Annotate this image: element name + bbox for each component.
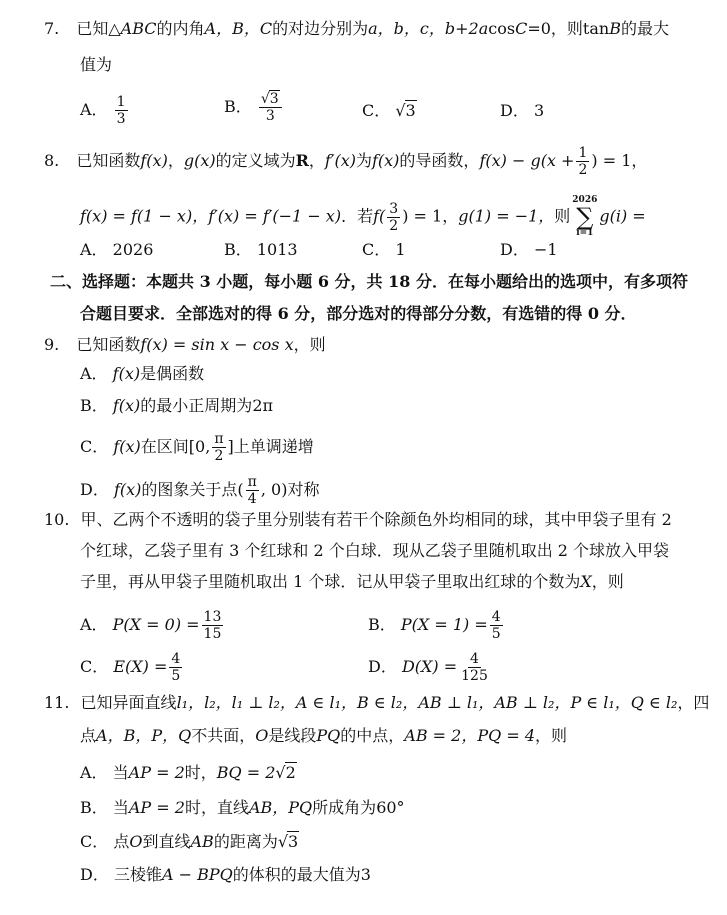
denominator: 2 [389, 217, 399, 234]
radicand: 3 [269, 91, 279, 107]
text: 在区间 [140, 437, 189, 456]
q11-option-c [80, 831, 299, 853]
option-value: 2026 [112, 240, 154, 259]
numerator: 1 [578, 145, 588, 161]
option-value: 1013 [256, 240, 298, 259]
q7-angles: A，B，C [204, 19, 273, 38]
math: A − BPQ [161, 865, 233, 884]
option-label: D． [80, 480, 109, 499]
summation [572, 196, 597, 238]
q7-c: C [515, 19, 528, 38]
option-label: A． [80, 364, 108, 383]
text: 当 [112, 763, 129, 782]
denominator: 2 [578, 162, 588, 178]
q7-sides: a，b，c，b+2a [368, 19, 489, 38]
math: D(X) = [401, 657, 458, 676]
option-label: B． [80, 798, 108, 817]
q7-text: 已知△ [76, 19, 121, 38]
math: f(x) [140, 151, 168, 170]
math: P(X = 0) = [112, 615, 200, 634]
option-label: A． [80, 100, 108, 119]
text: 当 [112, 798, 129, 817]
math: f(x) [113, 437, 141, 456]
denominator: 4 [247, 491, 257, 507]
q7-triangle: ABC [120, 19, 157, 38]
q7-cos: cos [488, 19, 516, 38]
q9-option-a [80, 363, 204, 385]
text: 所成角为 [312, 798, 377, 817]
sqrt-symbol: √ [277, 832, 289, 851]
q10-stem-line3 [80, 571, 624, 593]
radicand: 3 [405, 101, 416, 120]
text: 的中点， [340, 726, 405, 745]
fraction [169, 652, 182, 683]
math: X [580, 572, 592, 591]
math: AP = 2 [128, 763, 185, 782]
denominator: 3 [265, 108, 275, 124]
math: 3 [360, 865, 371, 884]
q8-number: 8. [44, 151, 60, 170]
option-label: D． [368, 657, 397, 676]
q7-option-b [224, 92, 284, 123]
text: 已知函数 [76, 151, 141, 170]
text: 是线段 [268, 726, 317, 745]
option-label: B． [368, 615, 396, 634]
math: ) = 1， [402, 206, 459, 226]
math: ( [237, 480, 244, 499]
option-label: C． [80, 437, 109, 456]
q8-option-a [80, 239, 153, 261]
denominator: 5 [491, 626, 501, 642]
fraction [459, 652, 490, 683]
option-value: 1 [395, 240, 406, 259]
sum-lower: i=1 [576, 228, 594, 238]
option-label: C． [362, 101, 391, 120]
text: 是偶函数 [140, 364, 205, 383]
denominator: 15 [203, 626, 222, 642]
text: 点 [113, 832, 130, 851]
text: ，四 [677, 693, 710, 712]
text: ， [308, 151, 325, 170]
denominator: 125 [461, 668, 488, 684]
option-value: 3 [533, 101, 545, 120]
text: ，则 [535, 726, 568, 745]
sum-upper: 2026 [572, 195, 598, 205]
option-label: A． [80, 240, 108, 259]
math: f(x) [112, 396, 141, 415]
math: g(1) = −1， [458, 206, 555, 226]
text: 甲、乙两个不透明的袋子里分别装有若干个除颜色外均相同的球，其中甲袋子里有 2 [80, 510, 672, 529]
q10-number: 10. [44, 510, 70, 529]
section-heading: 二、选择题：本题共 3 小题，每小题 6 分，共 18 分．在每小题给出的选项中，有多项符 [50, 272, 688, 291]
option-label: A． [80, 763, 108, 782]
text: ，则 [293, 335, 326, 354]
q7-text: 的对边分别为 [272, 19, 369, 38]
math: f(x) [113, 480, 142, 499]
text: 三棱锥 [113, 865, 162, 884]
math: f(x) = f(1 − x)， [80, 206, 209, 226]
math: 60° [376, 798, 405, 817]
text: ， [167, 151, 184, 170]
sqrt-symbol: √ [275, 763, 286, 782]
math: O [255, 726, 269, 745]
option-label: C． [80, 657, 109, 676]
fraction [576, 146, 589, 177]
option-label: D． [80, 865, 109, 884]
math: AB = 2，PQ = 4 [404, 726, 535, 745]
q10-stem-line1 [44, 509, 672, 531]
text: 的距离为 [213, 832, 278, 851]
q8-option-c [362, 239, 406, 261]
text: 点 [80, 726, 97, 745]
q7-option-c [362, 100, 417, 122]
math: f(x) [371, 151, 400, 170]
numerator: 13 [203, 609, 222, 625]
numerator: 4 [491, 609, 501, 625]
text: 已知函数 [76, 335, 141, 354]
text: 对称 [287, 480, 320, 499]
math: A，B，P，Q [96, 726, 192, 745]
numerator: 4 [171, 651, 181, 667]
q8-option-b [224, 239, 298, 261]
text: 的导函数， [399, 151, 480, 170]
math: AB [190, 832, 214, 851]
option-label: C． [80, 832, 109, 851]
math: , 0) [260, 480, 288, 499]
option-label: B． [224, 97, 252, 116]
text: 时，直线 [184, 798, 249, 817]
sum-symbol: ∑ [576, 203, 594, 231]
q10-option-c [80, 652, 184, 683]
q10-option-b [368, 610, 505, 641]
fraction [387, 202, 400, 233]
radicand: 3 [288, 832, 299, 851]
text: 已知异面直线 [80, 693, 177, 712]
numerator: 4 [470, 651, 479, 667]
math: PQ [316, 726, 341, 745]
q11-stem-line1 [44, 692, 709, 714]
option-label: B． [224, 240, 252, 259]
text: 的定义域为 [215, 151, 296, 170]
numerator: π [214, 431, 224, 447]
numerator: π [247, 474, 257, 490]
math: ) = 1， [591, 151, 648, 170]
denominator: 2 [214, 448, 224, 464]
numerator: 3 [389, 200, 399, 217]
math: E(X) = [113, 657, 168, 676]
q8-option-d [500, 239, 558, 261]
text: ．若 [341, 206, 374, 226]
option-label: A． [80, 615, 108, 634]
q7-tan: tan [582, 19, 610, 38]
text: 的体积的最大值为 [232, 865, 361, 884]
text: 到直线 [142, 832, 191, 851]
math: f(x) = sin x − cos x [140, 335, 294, 354]
option-label: D． [500, 101, 529, 120]
text: ，则 [591, 572, 624, 591]
text: 子里，再从甲袋子里随机取出 1 个球．记从甲袋子里取出红球的个数为 [80, 572, 581, 591]
math: l₁，l₂，l₁ ⊥ l₂，A ∈ l₁，B ∈ l₂，AB ⊥ l₁，AB ⊥ l₂，P ∈ l₁，Q ∈ l₂ [176, 693, 678, 712]
fraction [490, 610, 503, 641]
option-label: C． [362, 240, 391, 259]
numerator: √3 [259, 92, 282, 108]
text: 为 [355, 151, 372, 170]
math: g(i) = [599, 206, 646, 226]
math: f′(x) = f′(−1 − x) [208, 206, 342, 226]
numerator: 1 [116, 94, 126, 110]
math: P(X = 1) = [400, 615, 488, 634]
fraction [212, 432, 225, 463]
math: ] [227, 437, 234, 456]
q7-number: 7. [44, 19, 60, 38]
q7-a-fraction [115, 95, 128, 126]
q7-text: 的内角 [156, 19, 205, 38]
q7-option-d [500, 100, 544, 122]
q9-option-b [80, 395, 273, 417]
math: f(x) − g(x + [479, 151, 575, 170]
q11-number: 11. [44, 693, 70, 712]
q9-option-d [80, 475, 319, 506]
text: 则 [554, 206, 571, 226]
math: BQ = 2 [216, 763, 276, 782]
fraction [246, 475, 259, 506]
math: 2π [252, 396, 274, 415]
q7-option-a [80, 95, 130, 126]
q7-text: =0，则 [527, 19, 583, 38]
sqrt-symbol: √ [395, 101, 406, 120]
q8-stem-line2 [80, 196, 646, 238]
q11-option-a [80, 762, 297, 784]
q7-b-fraction [259, 92, 282, 123]
math: f′(x) [324, 151, 356, 170]
math: g(x) [183, 151, 216, 170]
q9-stem [44, 334, 326, 356]
q7-b: B [609, 19, 621, 38]
math: AP = 2 [128, 798, 185, 817]
math: [0, [188, 437, 211, 456]
text: 的最小正周期为 [140, 396, 253, 415]
math: f( [373, 206, 386, 226]
text: 不共面， [191, 726, 256, 745]
q10-option-d [368, 652, 492, 683]
option-label: B． [80, 396, 108, 415]
q9-option-c [80, 432, 314, 463]
q8-stem-line1 [44, 146, 647, 177]
radicand: 2 [285, 763, 296, 782]
section-heading-cont: 合题目要求．全部选对的得 6 分，部分选对的得部分分数，有选错的得 0 分． [80, 304, 637, 323]
denominator: 5 [171, 668, 181, 684]
denominator: 3 [116, 111, 126, 127]
text: 的图象关于点 [141, 480, 238, 499]
q7-stem [44, 18, 669, 40]
text: 时， [184, 763, 217, 782]
fraction [202, 610, 224, 641]
q10-stem-line2: 个红球，乙袋子里有 3 个红球和 2 个白球．现从乙袋子里随机取出 2 个球放入甲袋 [80, 541, 670, 560]
q7-text: 的最大 [620, 19, 669, 38]
q9-number: 9. [44, 335, 60, 354]
option-value: −1 [533, 240, 558, 259]
q11-option-b [80, 797, 405, 819]
option-label: D． [500, 240, 529, 259]
math-reals: R [295, 151, 309, 170]
math: AB，PQ [248, 798, 313, 817]
math: O [129, 832, 143, 851]
q11-option-d [80, 864, 371, 886]
q10-option-a [80, 610, 225, 641]
text: 上单调递增 [233, 437, 314, 456]
q7-stem-cont: 值为 [80, 55, 113, 74]
q11-stem-line2 [80, 725, 567, 747]
math: f(x) [112, 364, 141, 383]
